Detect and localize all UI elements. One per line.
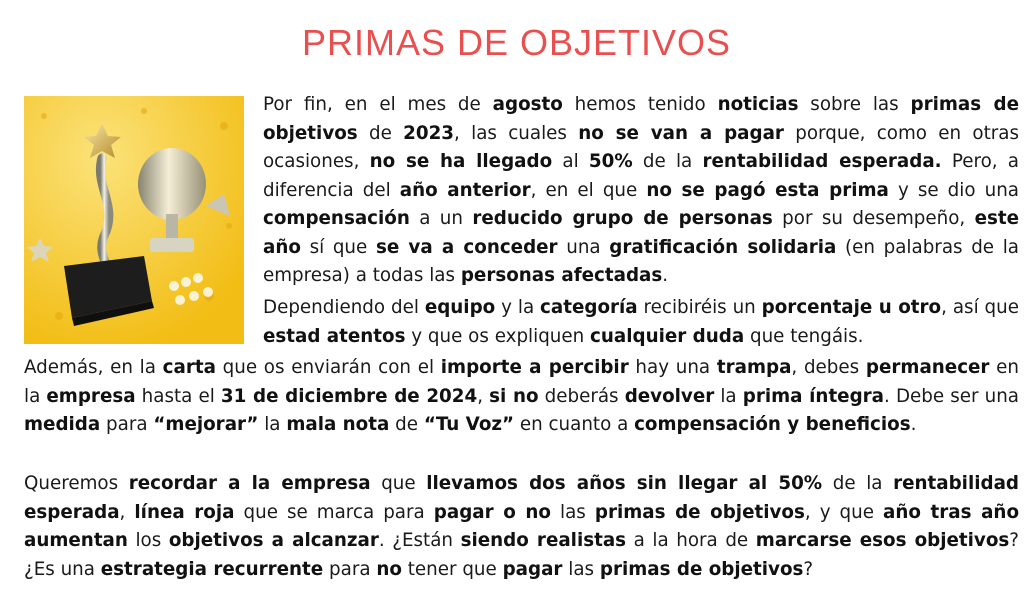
bold-text: no se van a pagar	[578, 122, 784, 144]
text-run: de	[389, 414, 424, 435]
text-run: , en el que	[530, 179, 647, 201]
bold-text: objetivos a alcanzar	[168, 530, 379, 551]
bold-text: “mejorar”	[153, 414, 259, 435]
bold-text: cualquier duda	[590, 325, 745, 347]
text-run: , así que	[941, 297, 1019, 318]
bold-text: primas de objetivos	[594, 501, 805, 523]
text-run: al	[552, 151, 589, 172]
text-run: hay una	[628, 357, 717, 378]
bold-text: marcarse esos objetivos	[755, 530, 1010, 551]
bold-text: estad atentos	[263, 325, 406, 347]
text-run: Dependiendo del	[263, 297, 425, 318]
text-run: sobre las	[798, 94, 911, 115]
bold-text: pagar	[502, 558, 563, 580]
text-run: la	[714, 385, 743, 407]
text-run: Queremos	[24, 473, 129, 494]
bold-text: empresa	[46, 385, 136, 407]
bold-text: noticias	[717, 94, 799, 115]
text-run: una	[557, 236, 610, 258]
bold-text: 31 de diciembre de 2024	[220, 385, 478, 407]
text-run: , las cuales	[454, 122, 579, 144]
text-run: y se dio una	[888, 179, 1019, 201]
bold-text: personas afectadas	[460, 265, 663, 286]
bold-text: mala nota	[286, 414, 390, 435]
text-run: la	[258, 414, 287, 435]
text-run: .	[662, 265, 669, 286]
bold-text: medida	[24, 414, 101, 435]
paragraph-categories	[263, 294, 1019, 351]
text-run: que se marca para	[234, 501, 434, 523]
text-run: a la hora de	[626, 530, 756, 551]
bold-text: se va a conceder	[375, 236, 558, 258]
bold-text: siendo realistas	[460, 530, 627, 551]
text-run: deberás	[538, 385, 625, 407]
bold-text: llevamos dos años sin llegar al 50%	[426, 473, 823, 494]
bold-text: porcentaje u otro	[761, 297, 942, 318]
bold-text: año anterior	[399, 179, 531, 201]
bold-text: no	[376, 558, 402, 580]
bold-text: estrategia recurrente	[100, 558, 324, 580]
bold-text: prima íntegra	[742, 385, 885, 407]
text-run: que tengáis.	[744, 325, 864, 347]
text-run: Además, en la	[24, 357, 163, 378]
text-run: de	[357, 122, 404, 144]
bold-text: 2023	[403, 122, 455, 144]
text-run: , debes	[791, 357, 866, 378]
text-run: de la	[822, 473, 894, 494]
bold-text: compensación	[263, 208, 410, 229]
bold-text: no se ha llegado	[369, 151, 553, 172]
text-run: recibiréis un	[637, 297, 762, 318]
text-run: ,	[119, 501, 135, 523]
text-run: los	[127, 530, 169, 551]
text-run: ?	[803, 558, 814, 580]
bold-text: equipo	[424, 297, 496, 318]
bold-text: devolver	[624, 385, 715, 407]
text-run: ,	[477, 385, 490, 407]
page-title: PRIMAS DE OBJETIVOS	[301, 22, 732, 63]
text-run: sí que	[300, 236, 376, 258]
bold-text: reducido grupo de personas	[472, 208, 773, 229]
bold-text: carta	[162, 357, 216, 378]
bold-text: línea roja	[134, 501, 235, 523]
bold-text: pagar o no	[433, 501, 551, 523]
text-run: de la	[632, 151, 703, 172]
text-run: . Debe ser una	[884, 385, 1019, 407]
text-run: . ¿Están	[378, 530, 461, 551]
text-run: que os enviarán con el	[215, 357, 441, 378]
paragraph-intro	[263, 91, 1019, 291]
text-run: porque, como en otras ocasiones,	[263, 122, 1020, 172]
text-run: , y que	[804, 501, 884, 523]
bold-text: importe a percibir	[440, 357, 629, 378]
bold-text: año tras año aumentan	[24, 501, 1020, 551]
paragraph-reminder	[24, 470, 1019, 584]
bold-text: primas de objetivos	[263, 94, 1019, 144]
text-run: hemos tenido	[562, 94, 718, 115]
bold-text: gratificación solidaria	[609, 236, 837, 258]
text-run: para	[323, 558, 377, 580]
trophy-image	[24, 96, 244, 344]
trophy-icon	[24, 96, 244, 344]
text-run: .	[910, 414, 917, 435]
bold-text: rentabilidad esperada	[24, 473, 1019, 523]
bold-text: trampa	[716, 357, 792, 378]
text-run: por su desempeño,	[772, 208, 975, 229]
bold-text: recordar a la empresa	[128, 473, 371, 494]
text-run: que	[370, 473, 427, 494]
text-run: ? ¿Es una	[24, 530, 1019, 580]
bold-text: permanecer	[865, 357, 990, 378]
text-run: Pero, a diferencia del	[263, 151, 1019, 201]
text-run: para	[100, 414, 154, 435]
text-run: tener que	[401, 558, 503, 580]
bold-text: no se pagó esta prima	[646, 179, 889, 201]
text-run: hasta el	[135, 385, 221, 407]
text-run: las	[550, 501, 595, 523]
text-run: las	[562, 558, 600, 580]
text-run: y la	[495, 297, 541, 318]
text-run: Por fin, en el mes de	[263, 94, 493, 115]
bold-text: compensación y beneficios	[634, 414, 911, 435]
bold-text: agosto	[492, 94, 563, 115]
bold-text: primas de objetivos	[599, 558, 804, 580]
bold-text: rentabilidad esperada.	[702, 151, 942, 172]
text-run: y que os expliquen	[405, 325, 591, 347]
bold-text: “Tu Voz”	[423, 414, 515, 435]
bold-text: este año	[263, 208, 1020, 258]
bold-text: categoría	[540, 297, 638, 318]
paragraph-letter-trap	[24, 354, 1019, 440]
bold-text: 50%	[588, 151, 633, 172]
text-run: a un	[409, 208, 473, 229]
text-run: en cuanto a	[514, 414, 635, 435]
bold-text: si no	[489, 385, 539, 407]
text-run: (en palabras de la empresa) a todas las	[263, 236, 1019, 286]
text-run: en la	[24, 357, 1020, 407]
